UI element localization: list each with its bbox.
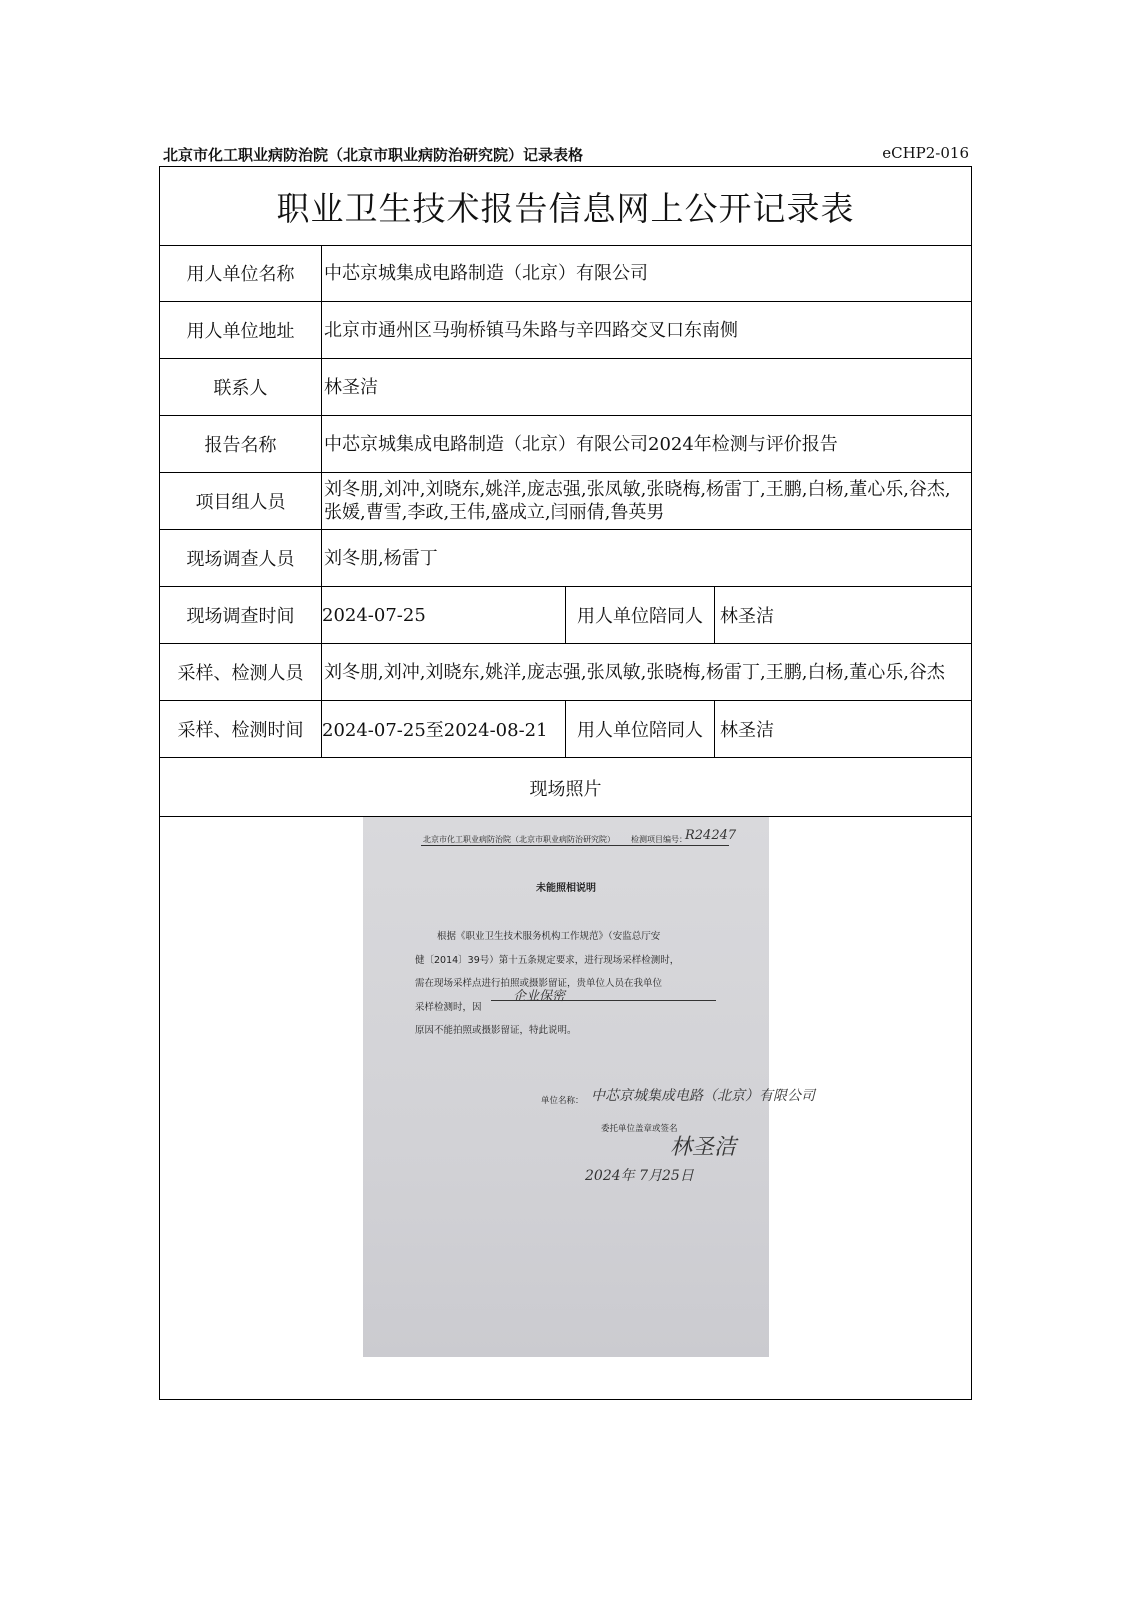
row-unit-name xyxy=(160,245,971,302)
label-project-team: 项目组人员 xyxy=(160,473,322,529)
label-survey-staff: 现场调查人员 xyxy=(160,530,322,586)
label-survey-time: 现场调查时间 xyxy=(160,587,322,643)
photo-doc-body xyxy=(415,925,725,1043)
form-code: eCHP2-016 xyxy=(882,144,969,162)
row-report-name xyxy=(160,416,971,473)
value-survey-staff: 刘冬朋,杨雷丁 xyxy=(324,547,438,569)
row-sampling-time xyxy=(160,701,971,758)
photo-doc-unit-label: 单位名称： xyxy=(541,1096,584,1106)
row-survey-staff xyxy=(160,530,971,587)
row-project-team xyxy=(160,473,971,530)
photo-doc-line: 根据《职业卫生技术服务机构工作规范》（安监总厅安 xyxy=(437,931,661,942)
value-survey-time: 2024-07-25 xyxy=(322,604,426,626)
page-title: 职业卫生技术报告信息网上公开记录表 xyxy=(160,167,971,246)
label-sampling-staff: 采样、检测人员 xyxy=(160,644,322,700)
photo-doc-line: 采样检测时，因 xyxy=(415,1001,482,1013)
value-report-name: 中芯京城集成电路制造（北京）有限公司2024年检测与评价报告 xyxy=(324,433,838,455)
photo-doc-line: 需在现场采样点进行拍照或摄影留证，贵单位人员在我单位 xyxy=(415,978,663,989)
photo-doc-reason: 企业保密 xyxy=(513,989,566,1004)
photo-doc-line: 原因不能拍照或摄影留证，特此说明。 xyxy=(415,1025,577,1036)
label-sampling-time: 采样、检测时间 xyxy=(160,701,322,757)
label-contact: 联系人 xyxy=(160,359,322,415)
label-report-name: 报告名称 xyxy=(160,416,322,472)
label-unit-address: 用人单位地址 xyxy=(160,302,322,358)
row-contact xyxy=(160,359,971,416)
value-unit-name: 中芯京城集成电路制造（北京）有限公司 xyxy=(324,262,648,284)
value-sampling-staff: 刘冬朋,刘冲,刘晓东,姚洋,庞志强,张凤敏,张晓梅,杨雷丁,王鹏,白杨,董心乐,谷杰 xyxy=(324,661,945,683)
photo-doc-item-value: R24247 xyxy=(685,828,737,843)
photo-doc-signature: 林圣洁 xyxy=(670,1135,737,1160)
photo-doc-line: 健〔2014〕39号）第十五条规定要求，进行现场采样检测时， xyxy=(415,954,680,966)
record-table xyxy=(159,166,972,1400)
form-org-header: 北京市化工职业病防治院（北京市职业病防治研究院）记录表格 xyxy=(163,146,584,164)
photo-doc-date: 2024年 7月25日 xyxy=(585,1168,694,1184)
value-sampling-time: 2024-07-25至2024-08-21 xyxy=(322,720,548,741)
value-sampling-companion: 林圣洁 xyxy=(720,720,774,741)
row-sampling-staff xyxy=(160,644,971,701)
photo-doc-rule xyxy=(421,845,729,846)
label-sampling-companion: 用人单位陪同人 xyxy=(565,701,715,757)
photo-doc-unit-value: 中芯京城集成电路（北京）有限公司 xyxy=(591,1088,815,1104)
value-project-team: 刘冬朋,刘冲,刘晓东,姚洋,庞志强,张凤敏,张晓梅,杨雷丁,王鹏,白杨,董心乐,谷杰,张媛,曹雪,李政,王伟,盛成立,闫丽倩,鲁英男 xyxy=(324,479,951,523)
photo-doc-org: 北京市化工职业病防治院（北京市职业病防治研究院） xyxy=(423,835,615,844)
site-photo xyxy=(363,817,815,1357)
value-unit-address: 北京市通州区马驹桥镇马朱路与辛四路交叉口东南侧 xyxy=(324,319,738,341)
photo-section-label: 现场照片 xyxy=(160,760,971,817)
row-survey-time xyxy=(160,587,971,644)
value-survey-companion: 林圣洁 xyxy=(720,606,774,627)
row-unit-address xyxy=(160,302,971,359)
value-contact: 林圣洁 xyxy=(324,376,378,398)
label-survey-companion: 用人单位陪同人 xyxy=(565,587,715,643)
photo-doc-item-label: 检测项目编号： xyxy=(631,835,687,844)
photo-doc-heading: 未能照相说明 xyxy=(536,883,596,894)
photo-doc-sign-label: 委托单位盖章或签名 xyxy=(601,1124,678,1134)
label-unit-name: 用人单位名称 xyxy=(160,245,322,301)
